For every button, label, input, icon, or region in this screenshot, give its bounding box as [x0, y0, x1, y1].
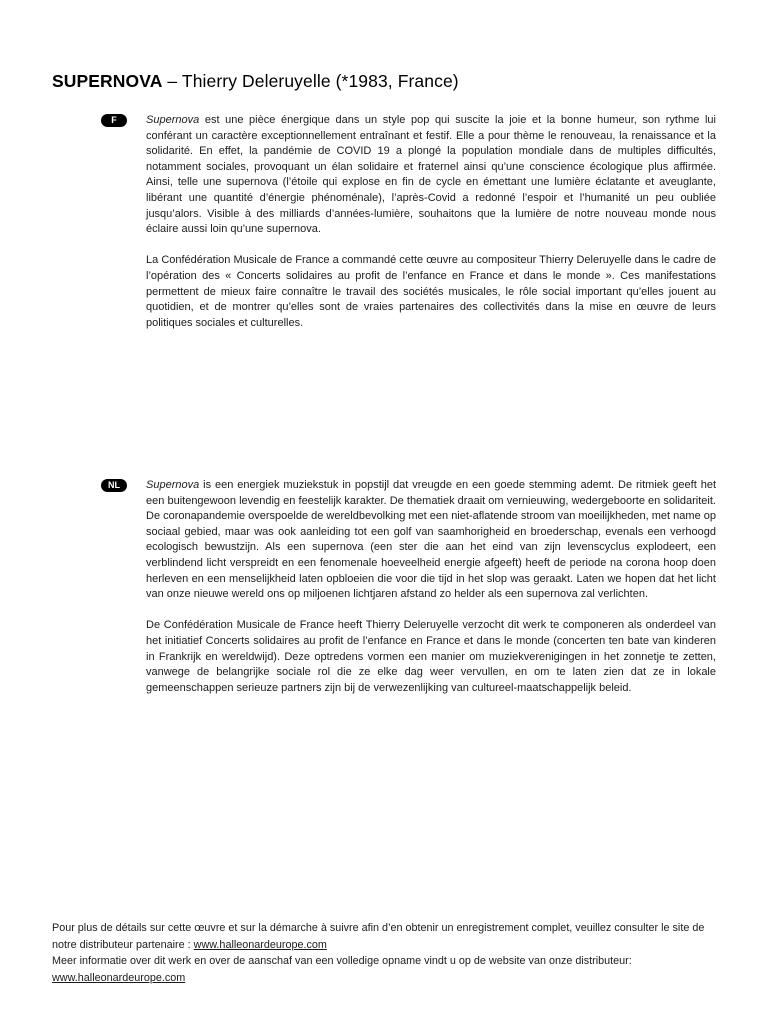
footer-fr-line [52, 920, 716, 953]
footer [52, 920, 716, 986]
footer-nl-text: Meer informatie over dit werk en over de aanschaf van een volledige opname vindt u op de website van onze distributeur: [52, 955, 632, 968]
section-dutch [108, 478, 716, 696]
footer-nl-link-line [52, 970, 716, 987]
paragraph-nl-1 [146, 478, 716, 603]
paragraph-fr-2: La Confédération Musicale de France a commandé cette œuvre au compositeur Thierry Deleruyelle dans le cadre de l’opération des « Concerts solidaires au profit de l’enfance en France et dans le monde ». Ces manifestations permettent de mieux faire connaître le travail des sociétés musicales, le rôle social important qu’elles jouent au quotidien, et de montrer qu’elles sont de vraies partenaires des collectivités dans la mise en œuvre de leurs politiques sociales et culturelles. [146, 254, 716, 329]
paragraph-nl-2: De Confédération Musicale de France heeft Thierry Deleruyelle verzocht dit werk te componeren als onderdeel van het initiatief Concerts solidaires au profit de l’enfance en France et dans le monde (concerten ten bate van kinderen in Frankrijk en wereldwijd). Deze optredens vormen een manier om muziekverenigingen in het zonnetje te zetten, vanwege de belangrijke sociale rol die ze elke dag weer vervullen, en om te laten zien dat ze in lokale gemeenschappen serieuze partners zijn bij de verwezenlijking van cultureel-maatschappelijk beleid. [146, 619, 716, 694]
title-composer: – Thierry Deleruyelle (*1983, France) [162, 71, 459, 91]
paragraph-nl-1-text: is een energiek muziekstuk in popstijl dat vreugde en een goede stemming ademt. De ritmiek geeft het een buitengewoon levendig en feestelijk karakter. De thematiek draait om vernieuwing, wedergeboorte en solidariteit. De coronapandemie overspoelde de wereldbevolking met een niet-aflatende stroom van moeilijkheden, met name op sociaal gebied, maar was ook aanleiding tot een golf van saamhorigheid en broederschap, evenals een verhoogd ecologisch bewustzijn. Als een supernova (een ster die aan het eind van zijn levenscyclus explodeert, een verblindend licht verspreidt en een fenomenale hoeveelheid energie afgeeft) heeft de periode na corona hoop doen herleven en een menselijkheid laten opbloeien die voor die tijd in het slop was geraakt. Laten we hopen dat het licht van onze nieuwe wereld ons op miljoenen lichtjaren afstand zo helder als een supernova zal verlichten. [146, 479, 716, 601]
distributor-link-fr[interactable]: www.halleonardeurope.com [193, 938, 327, 951]
title-work-name: SUPERNOVA [52, 71, 163, 91]
distributor-link-nl[interactable]: www.halleonardeurope.com [52, 971, 186, 984]
section-french [111, 113, 716, 331]
language-badge-f: F [101, 114, 127, 127]
footer-nl-line [52, 953, 716, 970]
paragraph-fr-1-text: est une pièce énergique dans un style pop qui suscite la joie et la bonne humeur, son rythme lui conférant un caractère exceptionnellement entraînant et festif. Elle a pour thème le renouveau, la renaissance et la solidarité. En effet, la pandémie de COVID 19 a plongé la population mondiale dans de multiples difficultés, notamment sociales, provoquant un élan solidaire et fraternel ainsi qu’une conscience écologique plus affirmée. Ainsi, telle une supernova (l’étoile qui explose en fin de cycle en émettant une lumière éclatante et aveuglante, libérant une quantité d’énergie phénoménale), l’après-Covid a redonné l’espoir et l’humanité un peu oubliée jusqu’alors. Visible à des milliards d’années-lumière, souhaitons que la lumière de notre nouveau monde nous éclaire aussi loin qu’une supernova. [146, 114, 716, 236]
page-title [52, 71, 459, 92]
language-badge-nl: NL [101, 479, 127, 492]
work-title-italic-nl: Supernova [146, 479, 200, 491]
paragraph-fr-1 [146, 113, 716, 238]
footer-fr-text: Pour plus de détails sur cette œuvre et sur la démarche à suivre afin d’en obtenir un enregistrement complet, veuillez consulter le site de notre distributeur partenaire : [52, 922, 705, 951]
work-title-italic-fr: Supernova [146, 114, 200, 126]
